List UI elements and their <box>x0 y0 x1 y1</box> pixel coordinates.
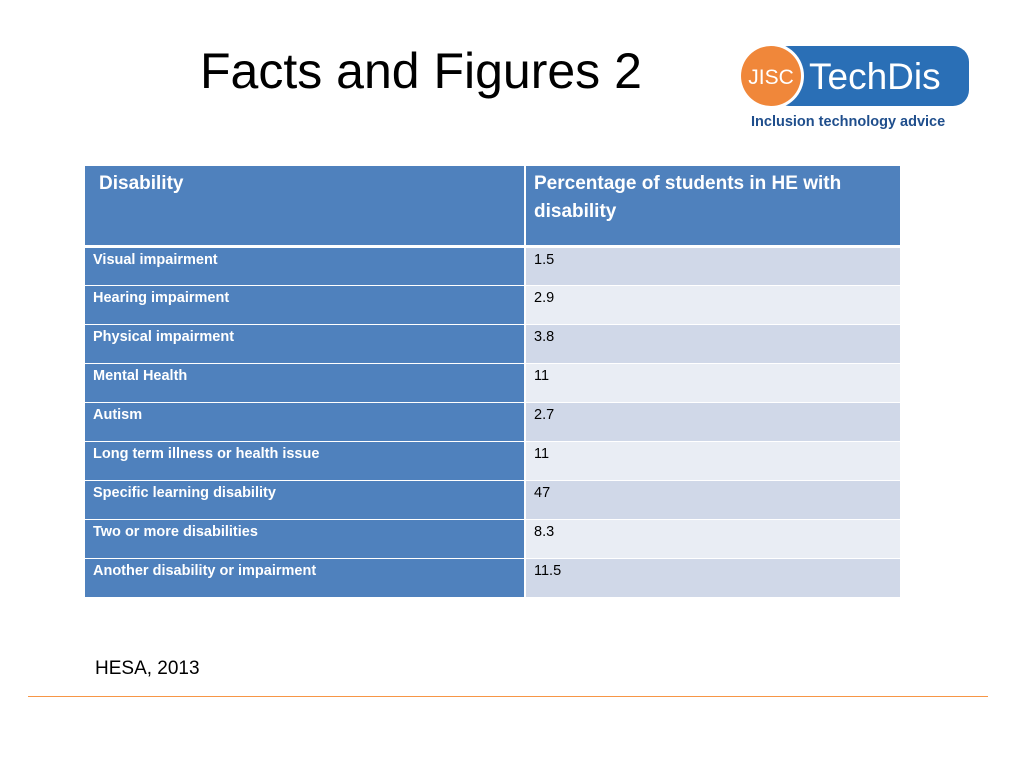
table-row <box>85 480 900 519</box>
cell-disability: Mental Health <box>85 363 525 402</box>
table-header-row <box>85 166 900 246</box>
cell-percentage: 3.8 <box>525 324 900 363</box>
cell-disability: Two or more disabilities <box>85 519 525 558</box>
cell-disability: Long term illness or health issue <box>85 441 525 480</box>
slide-title: Facts and Figures 2 <box>200 43 642 99</box>
cell-disability: Visual impairment <box>85 246 525 285</box>
logo-graphic <box>735 42 975 132</box>
cell-percentage: 11 <box>525 441 900 480</box>
table-row <box>85 558 900 597</box>
cell-percentage: 2.7 <box>525 402 900 441</box>
table-row <box>85 441 900 480</box>
header-percentage: Percentage of students in HE with disability <box>525 166 900 246</box>
cell-percentage: 2.9 <box>525 285 900 324</box>
logo-tagline: Inclusion technology advice <box>751 114 946 130</box>
table-row <box>85 246 900 285</box>
cell-percentage: 47 <box>525 480 900 519</box>
cell-disability: Hearing impairment <box>85 285 525 324</box>
table-row <box>85 402 900 441</box>
table-row <box>85 363 900 402</box>
logo-brand-text: TechDis <box>809 56 941 97</box>
logo-mark-text: JISC <box>748 66 794 89</box>
cell-percentage: 11.5 <box>525 558 900 597</box>
jisc-techdis-logo <box>735 42 975 132</box>
cell-disability: Specific learning disability <box>85 480 525 519</box>
table-row <box>85 285 900 324</box>
disability-table <box>85 166 900 597</box>
cell-percentage: 8.3 <box>525 519 900 558</box>
cell-disability: Physical impairment <box>85 324 525 363</box>
cell-disability: Autism <box>85 402 525 441</box>
cell-percentage: 11 <box>525 363 900 402</box>
cell-percentage: 1.5 <box>525 246 900 285</box>
table-row <box>85 519 900 558</box>
cell-disability: Another disability or impairment <box>85 558 525 597</box>
table-row <box>85 324 900 363</box>
footer-divider <box>28 696 988 697</box>
source-citation: HESA, 2013 <box>95 658 200 679</box>
header-disability: Disability <box>85 166 525 246</box>
